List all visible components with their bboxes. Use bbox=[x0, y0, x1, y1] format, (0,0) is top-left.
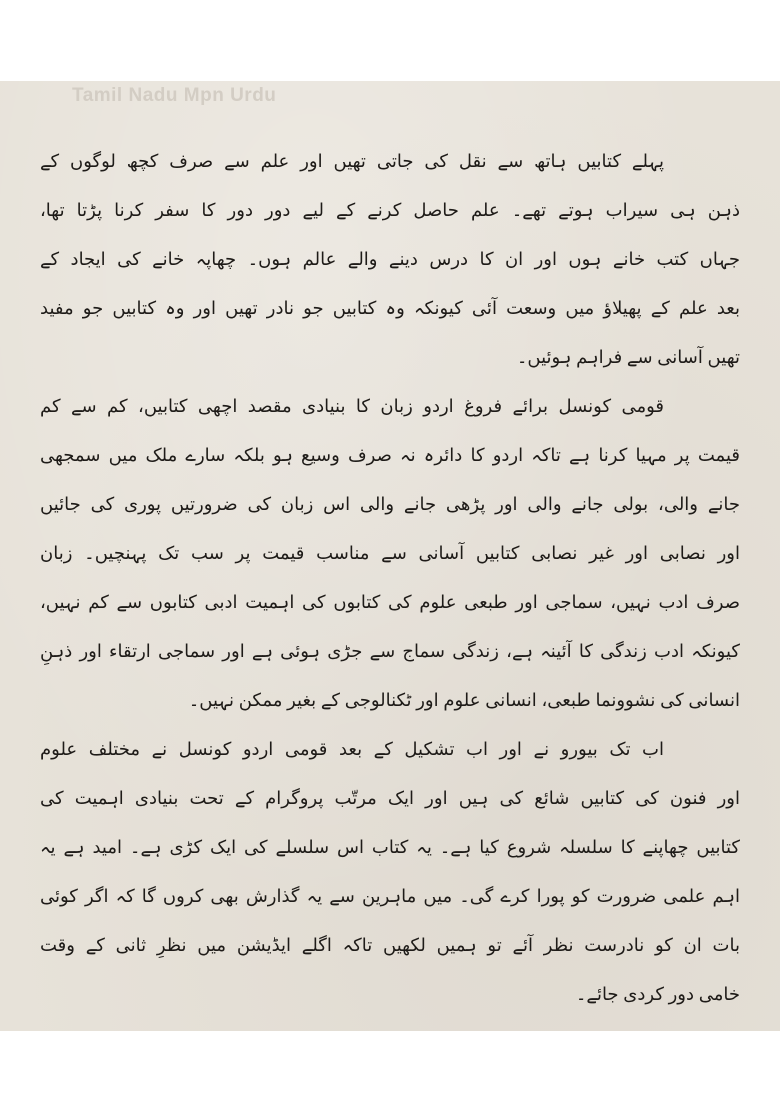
text-line: پہلے کتابیں ہاتھ سے نقل کی جاتی تھیں اور علم سے صرف کچھ لوگوں کے bbox=[40, 151, 664, 172]
text-line: کیونکہ ادب زندگی کا آئینہ ہے، زندگی سماج سے جڑی ہوئی ہے اور سماجی ارتقاء اور ذہنِ bbox=[40, 641, 740, 662]
text-line: قیمت پر مہیا کرنا ہے تاکہ اردو کا دائرہ نہ صرف وسیع ہو بلکہ سارے ملک میں سمجھی bbox=[40, 445, 740, 466]
text-line: اب تک بیورو نے اور اب تشکیل کے بعد قومی اردو کونسل نے مختلف علوم bbox=[40, 739, 664, 760]
scanned-page bbox=[0, 81, 780, 1031]
text-line: اور فنون کی کتابیں شائع کی ہیں اور ایک مرتّب پروگرام کے تحت بنیادی اہمیت کی bbox=[40, 788, 740, 809]
text-line: خامی دور کردی جائے۔ bbox=[575, 984, 740, 1005]
text-line: تھیں آسانی سے فراہم ہوئیں۔ bbox=[516, 347, 740, 368]
bleed-through-text: Tamil Nadu Mpn Urdu bbox=[72, 85, 277, 106]
text-line: بعد علم کے پھیلاؤ میں وسعت آئی کیونکہ وہ کتابیں جو نادر تھیں اور وہ کتابیں جو مفید bbox=[40, 298, 740, 319]
paragraph-3 bbox=[40, 725, 740, 1019]
text-line: کتابیں چھاپنے کا سلسلہ شروع کیا ہے۔ یہ کتاب اس سلسلے کی ایک کڑی ہے۔ امید ہے یہ bbox=[40, 837, 740, 858]
text-line: قومی کونسل برائے فروغ اردو زبان کا بنیادی مقصد اچھی کتابیں، کم سے کم bbox=[40, 396, 664, 417]
text-line: جانے والی، بولی جانے والی اور پڑھی جانے والی اس زبان کی ضرورتیں پوری کی جائیں bbox=[40, 494, 740, 515]
text-line: انسانی کی نشوونما طبعی، انسانی علوم اور ٹکنالوجی کے بغیر ممکن نہیں۔ bbox=[188, 690, 740, 711]
page-body-text bbox=[40, 137, 740, 1019]
text-line: اور نصابی اور غیر نصابی کتابیں آسانی سے مناسب قیمت پر سب تک پہنچیں۔ زبان bbox=[40, 543, 740, 564]
text-line: صرف ادب نہیں، سماجی اور طبعی علوم کی کتابوں کی اہمیت ادبی کتابوں سے کم نہیں، bbox=[40, 592, 740, 613]
text-line: اہم علمی ضرورت کو پورا کرے گی۔ میں ماہرین سے یہ گذارش بھی کروں گا کہ اگر کوئی bbox=[40, 886, 740, 907]
text-line: ذہن ہی سیراب ہوتے تھے۔ علم حاصل کرنے کے لیے دور دور کا سفر کرنا پڑتا تھا، bbox=[40, 200, 740, 221]
paragraph-1 bbox=[40, 137, 740, 382]
text-line: بات ان کو نادرست نظر آئے تو ہمیں لکھیں تاکہ اگلے ایڈیشن میں نظرِ ثانی کے وقت bbox=[40, 935, 740, 956]
paragraph-2 bbox=[40, 382, 740, 725]
text-line: جہاں کتب خانے ہوں اور ان کا درس دینے والے عالم ہوں۔ چھاپہ خانے کی ایجاد کے bbox=[40, 249, 740, 270]
